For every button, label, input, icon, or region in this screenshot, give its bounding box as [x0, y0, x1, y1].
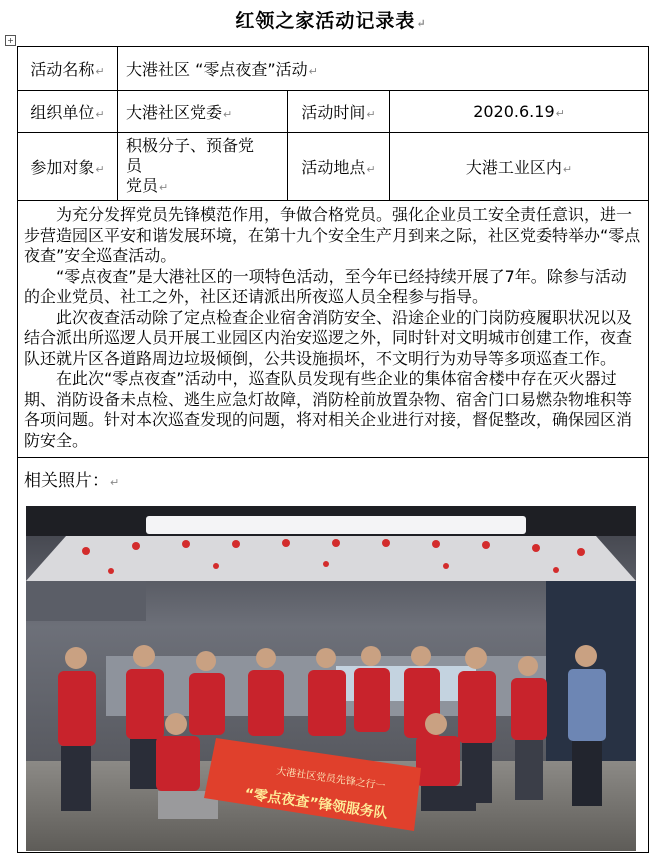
group-photo[interactable] [26, 506, 636, 851]
participants-value[interactable]: 积极分子、预备党 员 党员↵ [118, 133, 288, 201]
description-paragraph: 在此次“零点夜查”活动中，巡查队员发现有些企业的集体宿舍楼中存在灭火器过期、消防设备未点检、逃生应急灯故障，消防栓前放置杂物、宿舍门口易燃杂物堆积等各项问题。针对本次巡查发现的问题，将对相关企业进行对接，督促整改，确保园区消防安全。 [24, 369, 633, 450]
description-paragraph: “零点夜查”是大港社区的一项特色活动，至今年已经持续开展了7年。除参与活动的企业党员、社工之外，社区还请派出所夜巡人员全程参与指导。 [24, 266, 627, 306]
description-paragraph: 此次夜查活动除了定点检查企业宿舍消防安全、沿途企业的门岗防疫履职状况以及结合派出所巡逻人员开展工业园区内治安巡逻之外，同时针对文明城市创建工作，夜查队还就片区各道路周边垃圾倾倒，公共设施损坏，不文明行为劝导等多项巡查工作。 [24, 307, 633, 368]
banner-text-line1: 大港社区党员先锋之行一 [275, 766, 387, 793]
photo-section [18, 458, 649, 853]
time-label: 活动时间↵ [288, 91, 390, 133]
location-value[interactable]: 大港工业区内↵ [390, 133, 649, 201]
time-value[interactable]: 2020.6.19↵ [390, 91, 649, 133]
activity-record-table [17, 46, 649, 853]
activity-name-label: 活动名称↵ [18, 47, 118, 91]
table-move-handle-icon[interactable]: + [5, 35, 16, 46]
banner-text-line2: “零点夜查”锋领服务队 [243, 786, 389, 823]
activity-description[interactable] [18, 201, 649, 458]
activity-name-value[interactable]: 大港社区 “零点夜查”活动↵ [118, 47, 649, 91]
photo-section-label: 相关照片：↵ [24, 471, 120, 491]
participants-label: 参加对象↵ [18, 133, 118, 201]
organizer-label: 组织单位↵ [18, 91, 118, 133]
page-title: 红领之家活动记录表↵ [235, 10, 427, 32]
description-paragraph: 为充分发挥党员先锋模范作用，争做合格党员。强化企业员工安全责任意识，进一步营造园区平安和谐发展环境，在第十九个安全生产月到来之际，社区党委特举办“零点夜查”安全巡查活动。 [24, 205, 641, 265]
organizer-value[interactable]: 大港社区党委↵ [118, 91, 288, 133]
location-label: 活动地点↵ [288, 133, 390, 201]
